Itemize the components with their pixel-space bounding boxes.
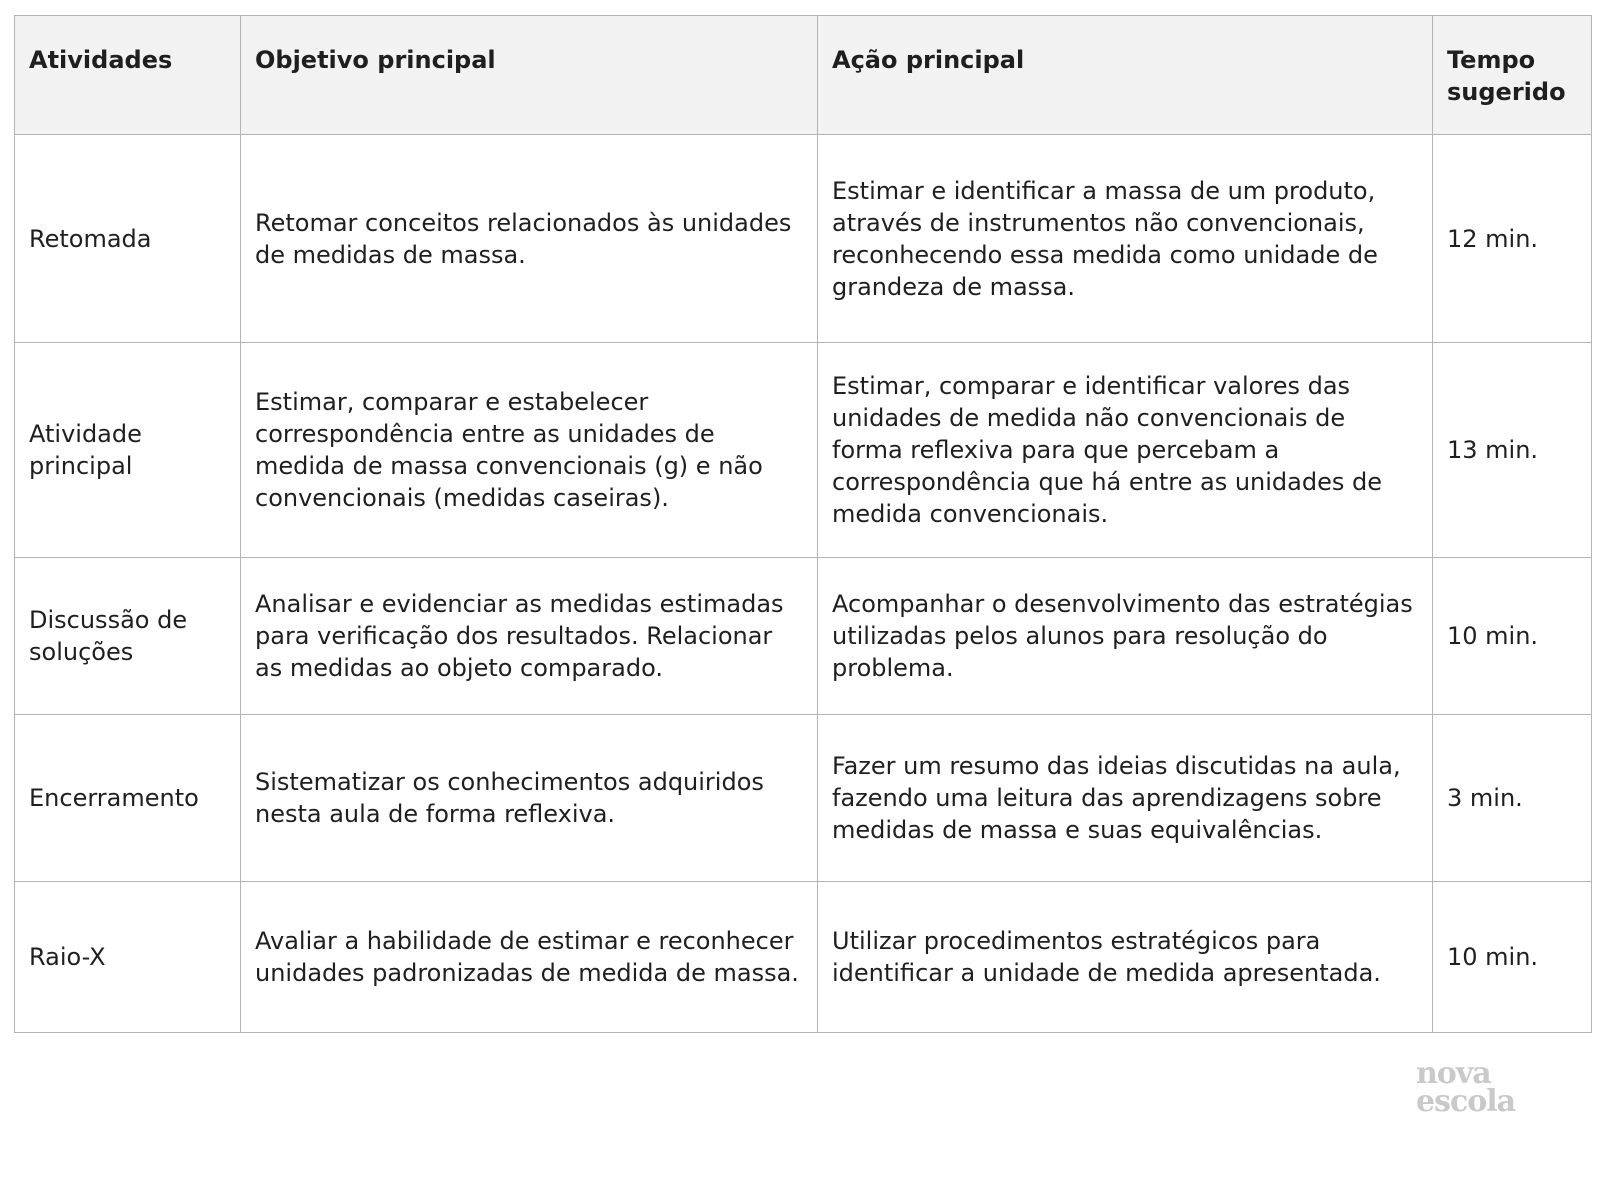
time-cell: 10 min. bbox=[1433, 558, 1592, 715]
table-row bbox=[15, 135, 1592, 343]
action-cell: Utilizar procedimentos estratégicos para identificar a unidade de medida apresentada. bbox=[818, 882, 1433, 1033]
activity-cell: Atividade principal bbox=[15, 343, 241, 558]
time-cell: 3 min. bbox=[1433, 715, 1592, 882]
header-action: Ação principal bbox=[818, 16, 1433, 135]
table-header-row bbox=[15, 16, 1592, 135]
action-cell: Acompanhar o desenvolvimento das estratégias utilizadas pelos alunos para resolução do problema. bbox=[818, 558, 1433, 715]
action-cell: Estimar, comparar e identificar valores das unidades de medida não convencionais de forma reflexiva para que percebam a correspondência que há entre as unidades de medida convencionais. bbox=[818, 343, 1433, 558]
header-activities: Atividades bbox=[15, 16, 241, 135]
header-time: Tempo sugerido bbox=[1433, 16, 1592, 135]
objective-cell: Analisar e evidenciar as medidas estimadas para verificação dos resultados. Relacionar as medidas ao objeto comparado. bbox=[241, 558, 818, 715]
logo-line-2: escola bbox=[1416, 1084, 1516, 1119]
activity-cell: Raio-X bbox=[15, 882, 241, 1033]
nova-escola-logo bbox=[1416, 1056, 1536, 1119]
activity-cell: Retomada bbox=[15, 135, 241, 343]
table-row bbox=[15, 882, 1592, 1033]
action-cell: Fazer um resumo das ideias discutidas na aula, fazendo uma leitura das aprendizagens sobre medidas de massa e suas equivalências. bbox=[818, 715, 1433, 882]
objective-cell: Estimar, comparar e estabelecer correspondência entre as unidades de medida de massa convencionais (g) e não convencionais (medidas caseiras). bbox=[241, 343, 818, 558]
time-cell: 12 min. bbox=[1433, 135, 1592, 343]
table-row bbox=[15, 343, 1592, 558]
objective-cell: Retomar conceitos relacionados às unidades de medidas de massa. bbox=[241, 135, 818, 343]
action-cell: Estimar e identificar a massa de um produto, através de instrumentos não convencionais, reconhecendo essa medida como unidade de grandeza de massa. bbox=[818, 135, 1433, 343]
objective-cell: Avaliar a habilidade de estimar e reconhecer unidades padronizadas de medida de massa. bbox=[241, 882, 818, 1033]
time-cell: 10 min. bbox=[1433, 882, 1592, 1033]
lesson-plan-table bbox=[14, 15, 1592, 1033]
activity-cell: Discussão de soluções bbox=[15, 558, 241, 715]
header-objective: Objetivo principal bbox=[241, 16, 818, 135]
logo-line-1: nova bbox=[1416, 1056, 1491, 1091]
objective-cell: Sistematizar os conhecimentos adquiridos nesta aula de forma reflexiva. bbox=[241, 715, 818, 882]
table-row bbox=[15, 558, 1592, 715]
table-row bbox=[15, 715, 1592, 882]
activity-cell: Encerramento bbox=[15, 715, 241, 882]
time-cell: 13 min. bbox=[1433, 343, 1592, 558]
